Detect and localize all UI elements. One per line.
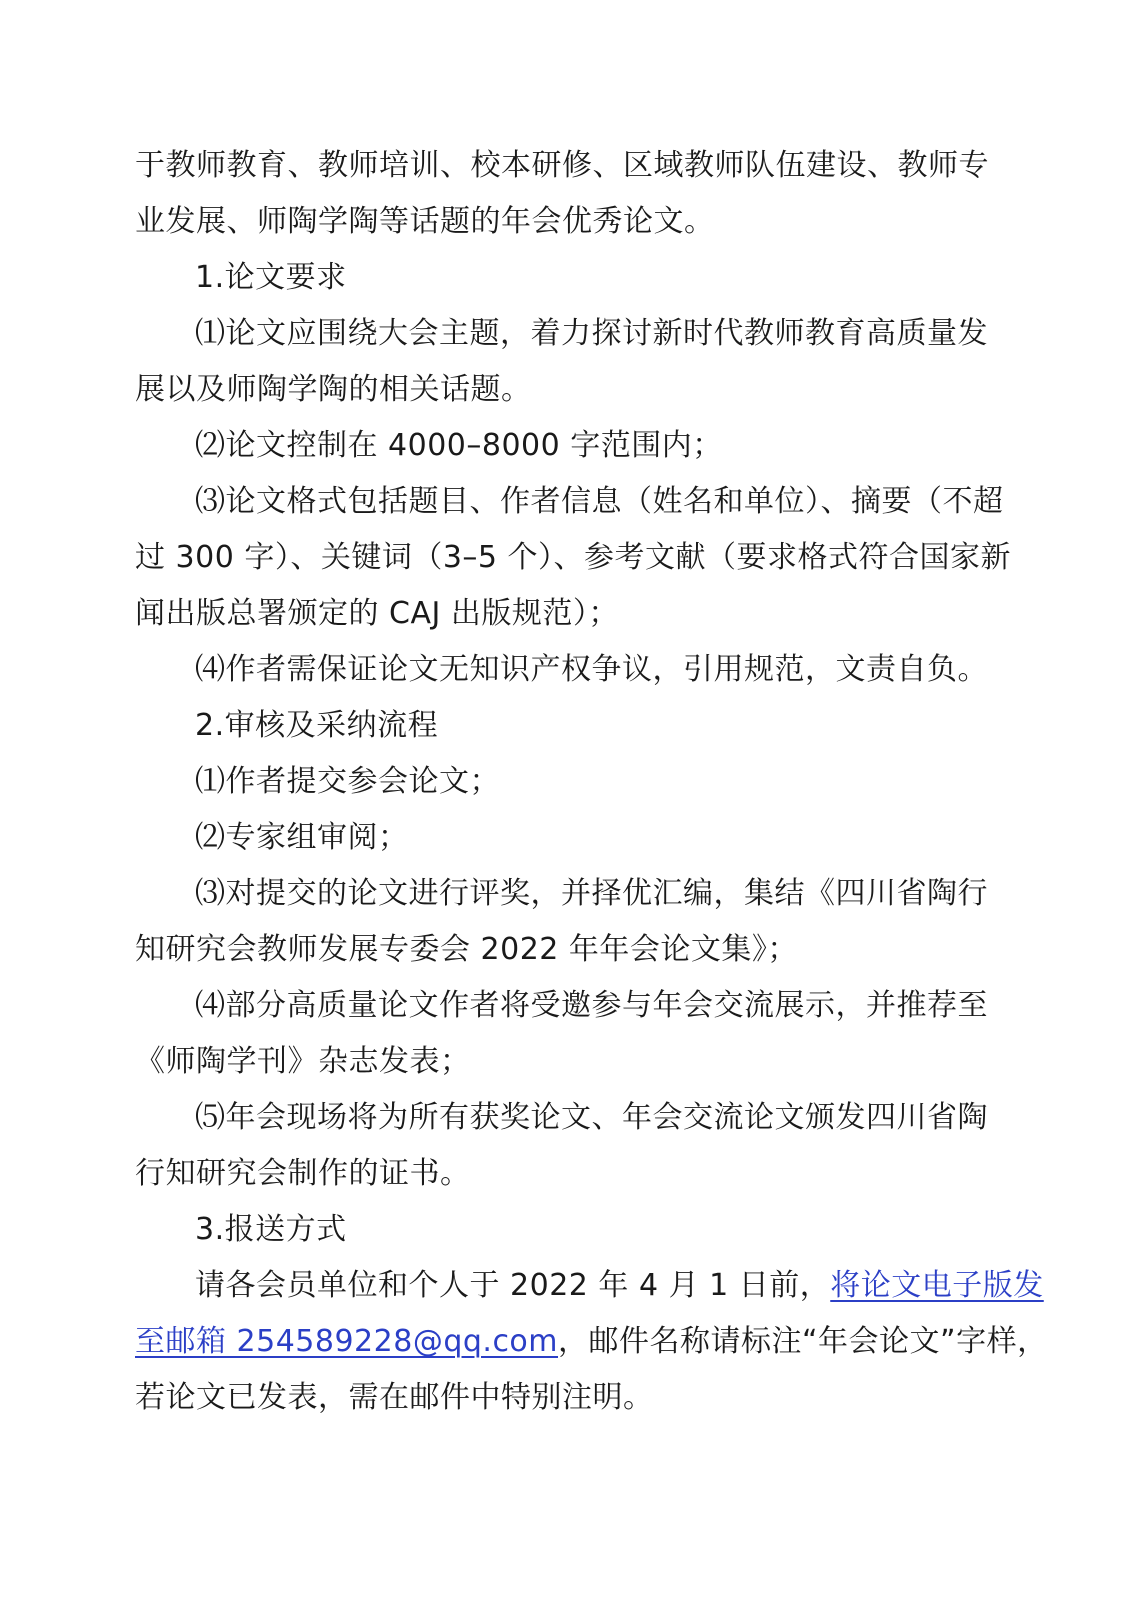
- section-2-item-4-line-2: 《师陶学刊》杂志发表；: [135, 1044, 471, 1079]
- section-1-item-3-line-3: 闻出版总署颁定的 CAJ 出版规范）；: [135, 596, 619, 631]
- email-link-part-1[interactable]: 将论文电子版发: [830, 1268, 1044, 1303]
- section-2-item-5-line-1: ⑸年会现场将为所有获奖论文、年会交流论文颁发四川省陶: [195, 1100, 988, 1135]
- section-2-item-3-line-2: 知研究会教师发展专委会 2022 年年会论文集》；: [135, 932, 798, 967]
- section-3-heading: 3.报送方式: [195, 1212, 347, 1247]
- section-2-item-3-line-1: ⑶对提交的论文进行评奖，并择优汇编，集结《四川省陶行: [195, 876, 988, 911]
- section-3-text-2: ，邮件名称请标注“年会论文”字样，: [558, 1324, 1048, 1359]
- section-2-heading: 2.审核及采纳流程: [195, 708, 439, 743]
- intro-line-1: 于教师教育、教师培训、校本研修、区域教师队伍建设、教师专: [135, 148, 989, 183]
- section-1-item-3-line-2: 过 300 字）、关键词（3–5 个）、参考文献（要求格式符合国家新: [135, 540, 1012, 575]
- section-1-item-1-line-1: ⑴论文应围绕大会主题，着力探讨新时代教师教育高质量发: [195, 316, 988, 351]
- section-3-paragraph-line-3: 若论文已发表，需在邮件中特别注明。: [135, 1380, 654, 1415]
- section-1-item-4: ⑷作者需保证论文无知识产权争议，引用规范，文责自负。: [195, 652, 988, 687]
- section-2-item-1: ⑴作者提交参会论文；: [195, 764, 500, 799]
- section-1-item-3-line-1: ⑶论文格式包括题目、作者信息（姓名和单位）、摘要（不超: [195, 484, 1004, 519]
- intro-line-2: 业发展、师陶学陶等话题的年会优秀论文。: [135, 204, 715, 239]
- section-2-item-4-line-1: ⑷部分高质量论文作者将受邀参与年会交流展示，并推荐至: [195, 988, 988, 1023]
- section-1-item-2: ⑵论文控制在 4000–8000 字范围内；: [195, 428, 723, 463]
- section-2-item-5-line-2: 行知研究会制作的证书。: [135, 1156, 471, 1191]
- section-2-item-2: ⑵专家组审阅；: [195, 820, 409, 855]
- section-3-paragraph-line-2: [135, 1322, 1048, 1362]
- section-1-item-1-line-2: 展以及师陶学陶的相关话题。: [135, 372, 532, 407]
- section-3-text-1: 请各会员单位和个人于 2022 年 4 月 1 日前，: [195, 1268, 831, 1303]
- section-3-paragraph-line-1: [195, 1266, 1065, 1306]
- email-link-part-2[interactable]: 至邮箱 254589228@qq.com: [135, 1324, 559, 1359]
- section-1-heading: 1.论文要求: [195, 260, 347, 295]
